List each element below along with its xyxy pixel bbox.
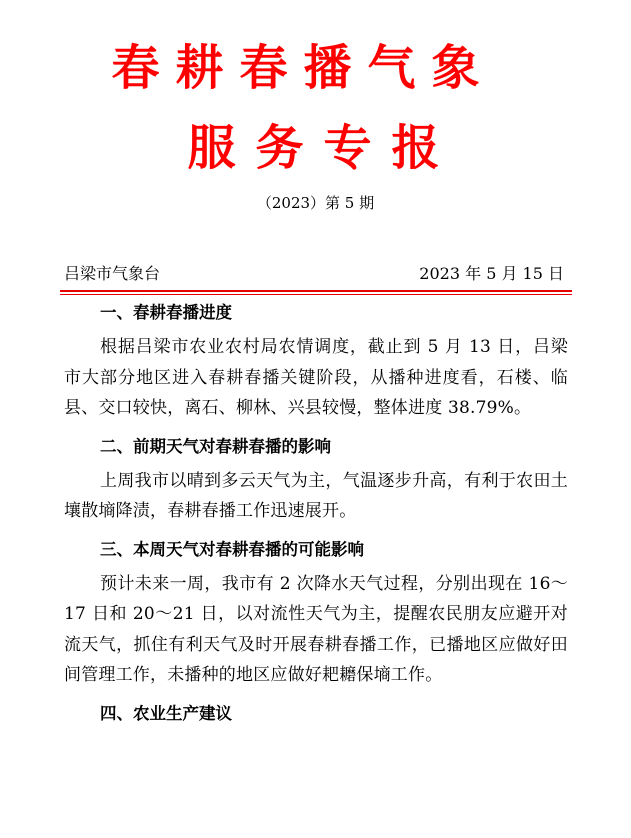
section-heading: 三、本周天气对春耕春播的可能影响 — [100, 539, 364, 559]
issuer-date-row — [64, 262, 564, 286]
issuer-name: 吕梁市气象台 — [64, 264, 161, 283]
section-paragraph: 上周我市以晴到多云天气为主，气温逐步升高，有利于农田土壤散墒降渍，春耕春播工作迅速展开。 — [64, 470, 568, 521]
section-advice — [64, 697, 568, 733]
document-title-line-2: 服务专报 — [187, 120, 460, 176]
document-title-line-1: 春耕春播气象 — [111, 40, 496, 96]
header-rule-thin — [60, 294, 572, 295]
section-previous-weather — [64, 430, 568, 527]
section-paragraph: 根据吕梁市农业农村局农情调度，截止到 5 月 13 日，吕梁市大部分地区进入春耕春播关键阶段，从播种进度看，石楼、临县、交口较快，离石、柳林、兴县较慢，整体进度 38.79%。 — [64, 337, 568, 418]
document-body — [64, 296, 568, 733]
section-progress — [64, 296, 568, 424]
section-weekly-impact — [64, 533, 568, 691]
issue-number: （2023）第 5 期 — [256, 194, 375, 212]
issue-date: 2023 年 5 月 15 日 — [419, 264, 564, 283]
section-paragraph: 预计未来一周，我市有 2 次降水天气过程，分别出现在 16～17 日和 20～21 日，以对流性天气为主，提醒农民朋友应避开对流天气，抓住有利天气及时开展春耕春播工作，已播地区应做好田间管理工作，未播种的地区应做好耙耱保墒工作。 — [64, 573, 568, 685]
section-heading: 一、春耕春播进度 — [100, 303, 232, 322]
section-heading: 四、农业生产建议 — [100, 703, 232, 723]
section-heading: 二、前期天气对春耕春播的影响 — [100, 436, 331, 456]
header-rule-thick — [60, 290, 572, 292]
